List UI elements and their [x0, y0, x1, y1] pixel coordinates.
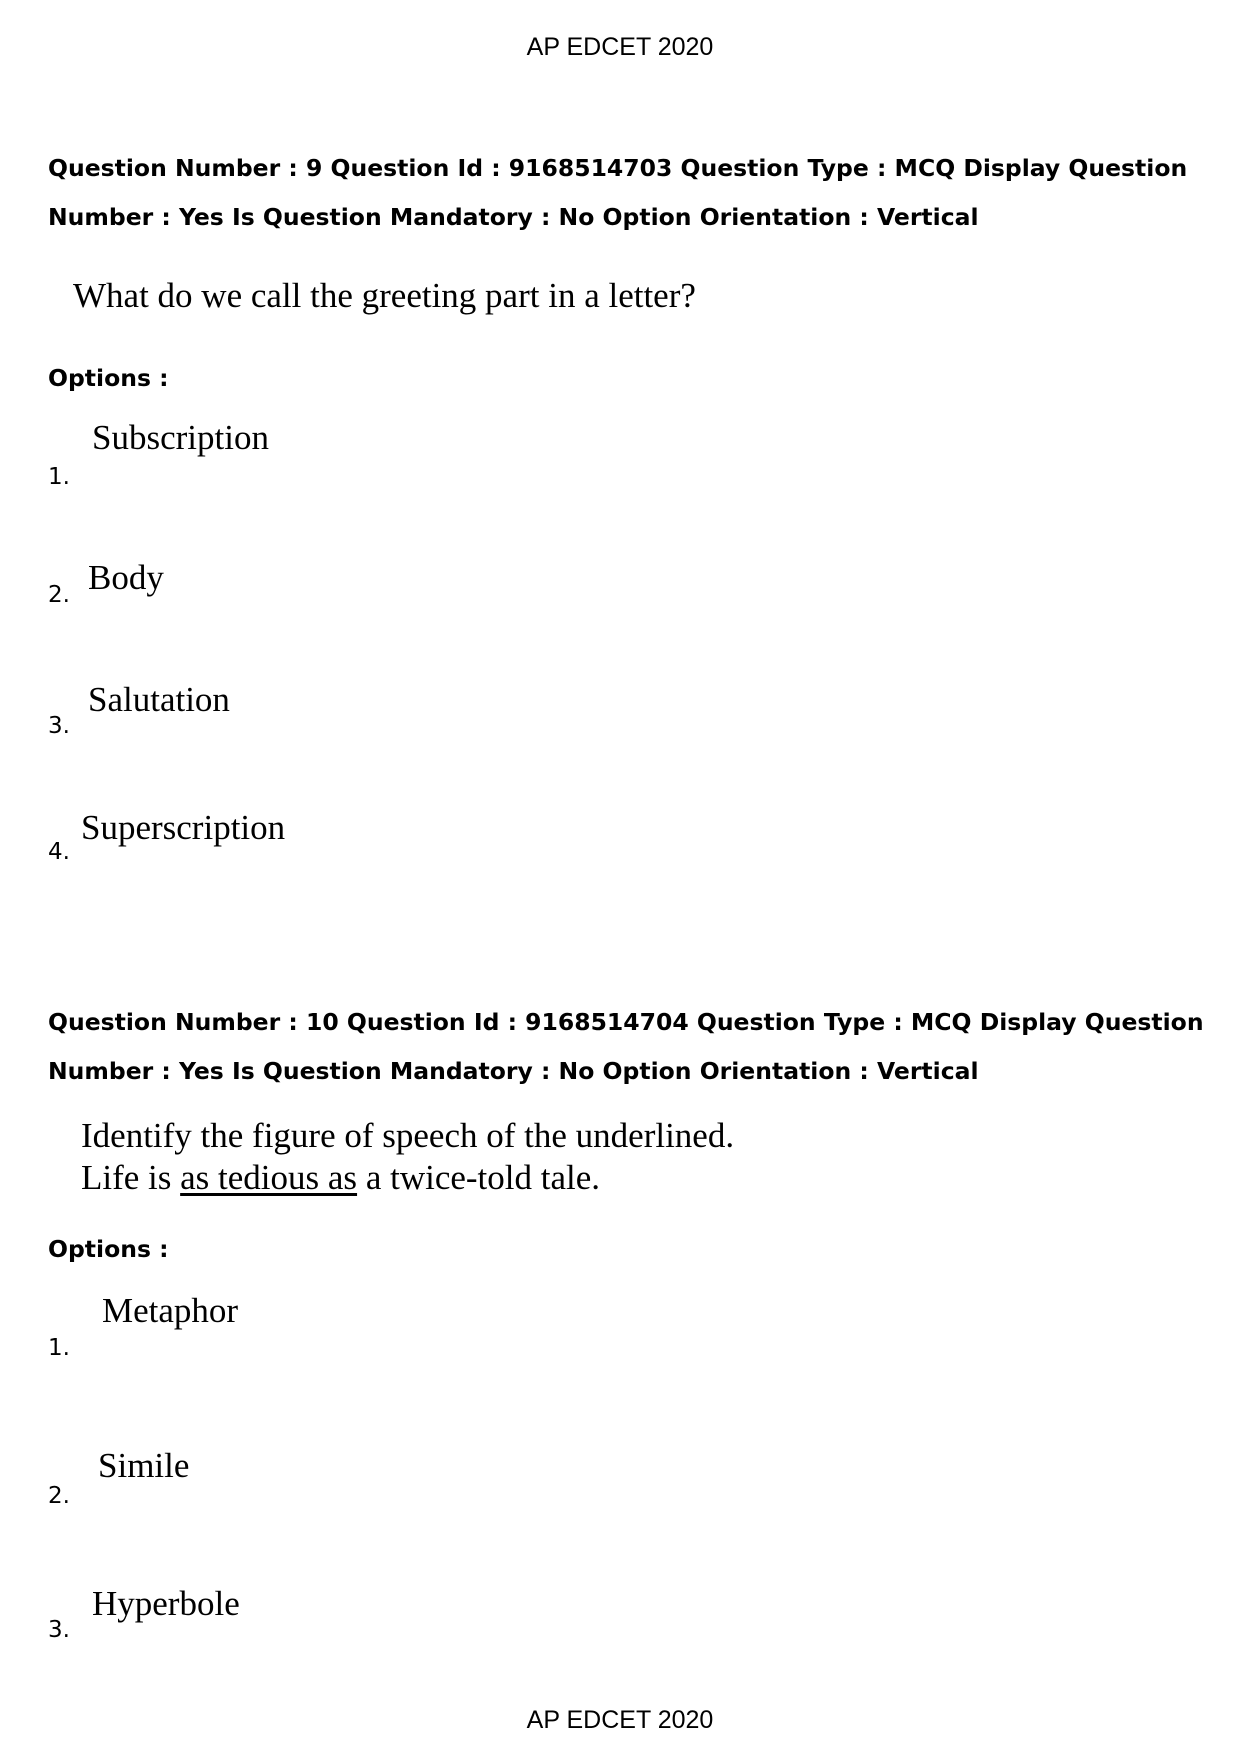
option-text: Body: [88, 558, 164, 597]
options-label: Options :: [48, 1235, 169, 1263]
question-meta-line1: Question Number : 10 Question Id : 9168514704 Question Type : MCQ Display Question: [48, 1008, 1204, 1036]
stem-text-post: a twice-told tale.: [357, 1158, 601, 1197]
question-stem: What do we call the greeting part in a letter?: [73, 276, 696, 315]
option-text: Simile: [98, 1446, 190, 1485]
question-stem-line2: [81, 1158, 600, 1198]
option-number: 2.: [48, 1483, 70, 1509]
stem-underlined-phrase: as tedious as: [180, 1158, 358, 1197]
option-text: Subscription: [92, 418, 269, 457]
option-number: 2.: [48, 582, 70, 608]
option-text: Hyperbole: [92, 1584, 240, 1623]
option-number: 1.: [48, 464, 70, 490]
page-header: AP EDCET 2020: [526, 33, 714, 61]
question-stem-line1: Identify the figure of speech of the underlined.: [81, 1116, 735, 1155]
page-footer: AP EDCET 2020: [526, 1706, 714, 1734]
option-text: Metaphor: [102, 1291, 239, 1330]
question-meta-line2: Number : Yes Is Question Mandatory : No Option Orientation : Vertical: [48, 1057, 979, 1085]
option-number: 1.: [48, 1335, 70, 1361]
question-meta-line2: Number : Yes Is Question Mandatory : No Option Orientation : Vertical: [48, 203, 979, 231]
option-number: 3.: [48, 1617, 70, 1643]
options-label: Options :: [48, 364, 169, 392]
question-meta-line1: Question Number : 9 Question Id : 9168514703 Question Type : MCQ Display Question: [48, 154, 1188, 182]
option-number: 4.: [48, 839, 70, 865]
option-text: Salutation: [88, 680, 230, 719]
option-number: 3.: [48, 713, 70, 739]
stem-text-pre: Life is: [81, 1158, 181, 1197]
option-text: Superscription: [81, 808, 286, 847]
